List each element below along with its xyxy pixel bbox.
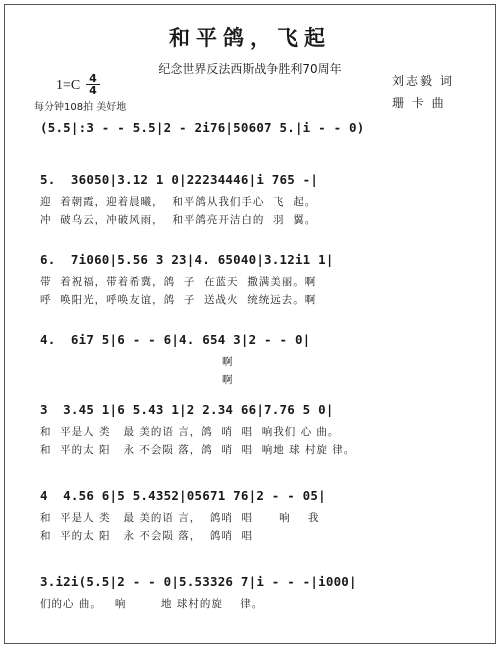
song-title: 和平鸽，飞起 xyxy=(169,26,331,50)
time-signature-top: 4 xyxy=(86,73,100,85)
notation-system-3: 6. 7i060|5.56 3 23|4. 65040|3.12i1 1| xyxy=(40,252,334,267)
notation-system-4: 4. 6i7 5|6 - - 6|4. 654 3|2 - - 0| xyxy=(40,332,311,347)
composer-credit: 珊 卡 曲 xyxy=(392,96,446,110)
lyric-line-6-2: 和 平的太 阳 永 不会陨 落， 鸽哨 唱 xyxy=(40,530,254,542)
lyric-line-5-1: 和 平是人 类 最 美的语 言，鸽 哨 唱 响我们 心 曲。 xyxy=(40,426,340,438)
lyric-line-4-1: 啊 xyxy=(222,356,233,368)
lyric-line-4-2: 啊 xyxy=(222,374,233,386)
time-signature-bottom: 4 xyxy=(89,84,97,97)
notation-system-7: 3.i2i(5.5|2 - - 0|5.53326 7|i - - -|i000| xyxy=(40,574,357,589)
lyric-line-2-1: 迎 着朝霞，迎着晨曦， 和平鸽从我们手心 飞 起。 xyxy=(40,196,317,208)
lyric-line-7-1: 们的心 曲。 响 地 球村的旋 律。 xyxy=(40,598,264,610)
lyric-line-3-1: 带 着祝福，带着希冀，鸽 子 在蓝天 撒满美丽。啊 xyxy=(40,276,317,288)
key-signature: 1=C xyxy=(56,78,81,93)
lyricist-credit: 刘志毅 词 xyxy=(392,74,454,88)
lyric-line-2-2: 冲 破乌云，冲破风雨， 和平鸽亮开洁白的 羽 翼。 xyxy=(40,214,317,226)
notation-system-2: 5. 36050|3.12 1 0|22234446|i 765 -| xyxy=(40,172,319,187)
lyric-line-6-1: 和 平是人 类 最 美的语 言， 鸽哨 唱 响 我 xyxy=(40,512,320,524)
lyric-line-5-2: 和 平的太 阳 永 不会陨 落，鸽 哨 唱 响地 球 村旋 律。 xyxy=(40,444,356,456)
song-subtitle: 纪念世界反法西斯战争胜利70周年 xyxy=(158,62,342,76)
notation-system-1: (5.5|:3 - - 5.5|2 - 2i76|50607 5.|i - - 0) xyxy=(40,120,365,135)
notation-system-5: 3 3.45 1|6 5.43 1|2 2.34 66|7.76 5 0| xyxy=(40,402,334,417)
tempo-marking: 每分钟108拍 美好地 xyxy=(34,102,127,113)
notation-system-6: 4 4.56 6|5 5.4352|05671 76|2 - - 05| xyxy=(40,488,326,503)
lyric-line-3-2: 呼 唤阳光，呼唤友谊，鸽 子 送战火 统统远去。啊 xyxy=(40,294,317,306)
time-signature xyxy=(86,73,100,96)
